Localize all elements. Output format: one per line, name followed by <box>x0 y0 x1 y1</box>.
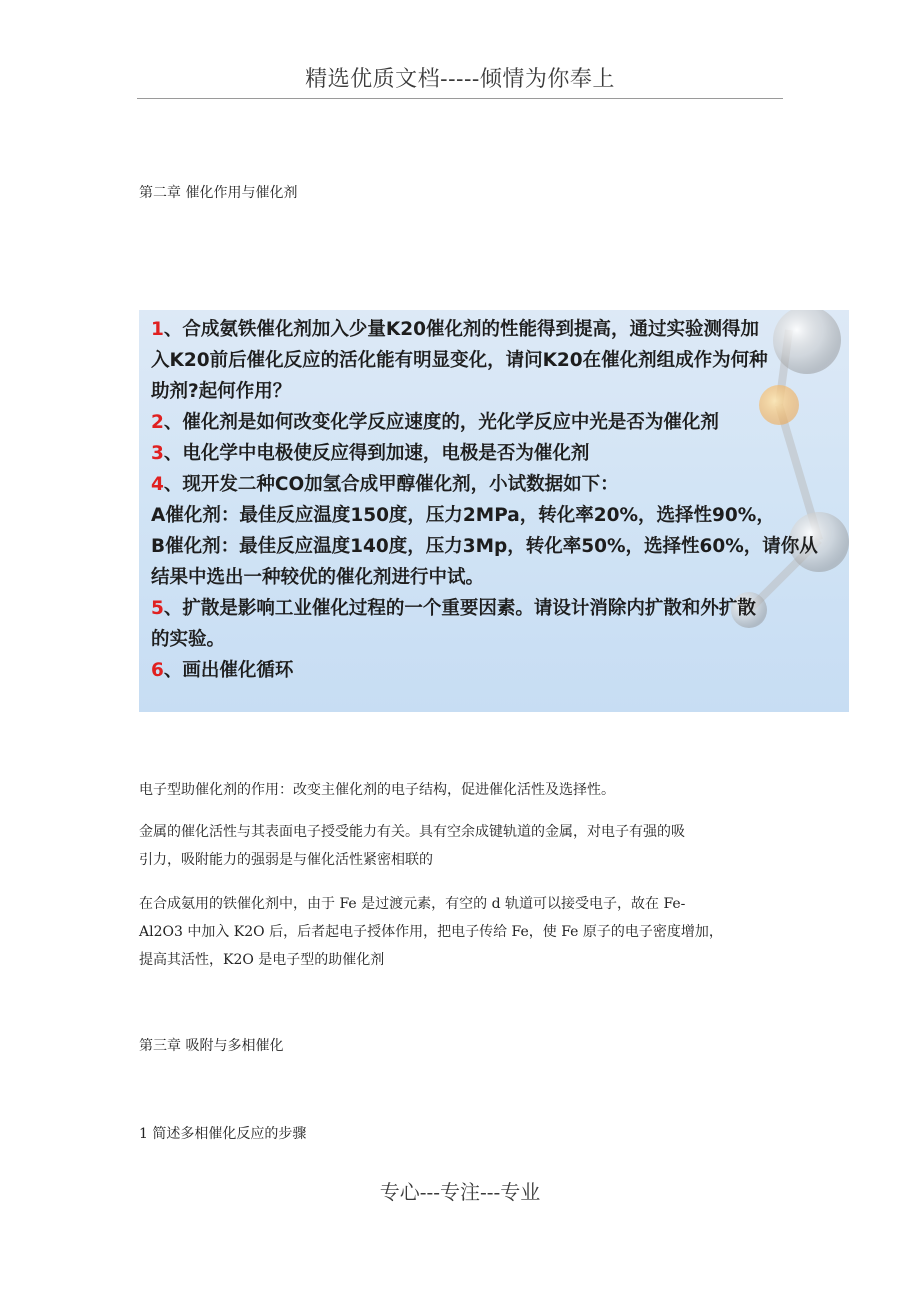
question-number: 5 <box>151 598 164 619</box>
question-number: 1 <box>151 319 164 340</box>
question-number: 2 <box>151 412 164 433</box>
header-divider <box>137 98 783 99</box>
chapter-2-heading: 第二章 催化作用与催化剂 <box>139 185 298 201</box>
page-footer-text: 专心---专注---专业 <box>379 1180 541 1204</box>
answer-paragraph-3-line-3: 提高其活性，K2O 是电子型的助催化剂 <box>139 952 385 968</box>
slide-questions <box>151 314 841 686</box>
question-text: 、电化学中电极使反应得到加速，电极是否为催化剂 <box>163 443 590 464</box>
question-text: 、催化剂是如何改变化学反应速度的，光化学反应中光是否为催化剂 <box>163 412 719 433</box>
slide-question-line <box>151 531 841 562</box>
question-text: A催化剂：最佳反应温度150度，压力2MPa，转化率20%，选择性90%， <box>151 505 775 526</box>
slide-question-line <box>151 593 841 624</box>
page-header-title: 精选优质文档-----倾情为你奉上 <box>305 67 615 92</box>
question-number: 6 <box>151 660 164 681</box>
slide-question-line <box>151 655 841 686</box>
question-slide-image <box>139 310 849 712</box>
question-text: 、扩散是影响工业催化过程的一个重要因素。请设计消除内扩散和外扩散 <box>163 598 756 619</box>
slide-question-line <box>151 376 841 407</box>
answer-paragraph-2-line-2: 引力，吸附能力的强弱是与催化活性紧密相联的 <box>139 852 433 868</box>
question-text: 结果中选出一种较优的催化剂进行中试。 <box>151 567 485 588</box>
slide-question-line <box>151 438 841 469</box>
question-text: 的实验。 <box>151 629 226 650</box>
question-text: 助剂?起何作用？ <box>151 381 292 402</box>
answer-paragraph-2-line-1: 金属的催化活性与其表面电子授受能力有关。具有空余成键轨道的金属，对电子有强的吸 <box>139 824 685 840</box>
chapter-3-heading: 第三章 吸附与多相催化 <box>139 1038 284 1054</box>
slide-question-line <box>151 345 841 376</box>
question-number: 4 <box>151 474 164 495</box>
slide-question-line <box>151 469 841 500</box>
answer-paragraph-3-line-1: 在合成氨用的铁催化剂中，由于 Fe 是过渡元素，有空的 d 轨道可以接受电子，故在 Fe- <box>139 896 686 912</box>
slide-question-line <box>151 314 841 345</box>
question-text: 、画出催化循环 <box>163 660 294 681</box>
slide-question-line <box>151 562 841 593</box>
question-text: 入K20前后催化反应的活化能有明显变化，请问K20在催化剂组成作为何种 <box>151 350 768 371</box>
question-text: 、现开发二种CO加氢合成甲醇催化剂，小试数据如下： <box>163 474 619 495</box>
slide-question-line <box>151 500 841 531</box>
question-text: 、合成氨铁催化剂加入少量K20催化剂的性能得到提高，通过实验测得加 <box>163 319 759 340</box>
answer-paragraph-1: 电子型助催化剂的作用：改变主催化剂的电子结构，促进催化活性及选择性。 <box>139 782 615 798</box>
answer-paragraph-3-line-2: Al2O3 中加入 K2O 后，后者起电子授体作用，把电子传给 Fe，使 Fe 原子的电子密度增加， <box>139 924 723 940</box>
slide-question-line <box>151 624 841 655</box>
chapter-3-question-1: 1 简述多相催化反应的步骤 <box>139 1126 307 1142</box>
slide-question-line <box>151 407 841 438</box>
question-text: B催化剂：最佳反应温度140度，压力3Mp，转化率50%，选择性60%，请你从 <box>151 536 818 557</box>
question-number: 3 <box>151 443 164 464</box>
